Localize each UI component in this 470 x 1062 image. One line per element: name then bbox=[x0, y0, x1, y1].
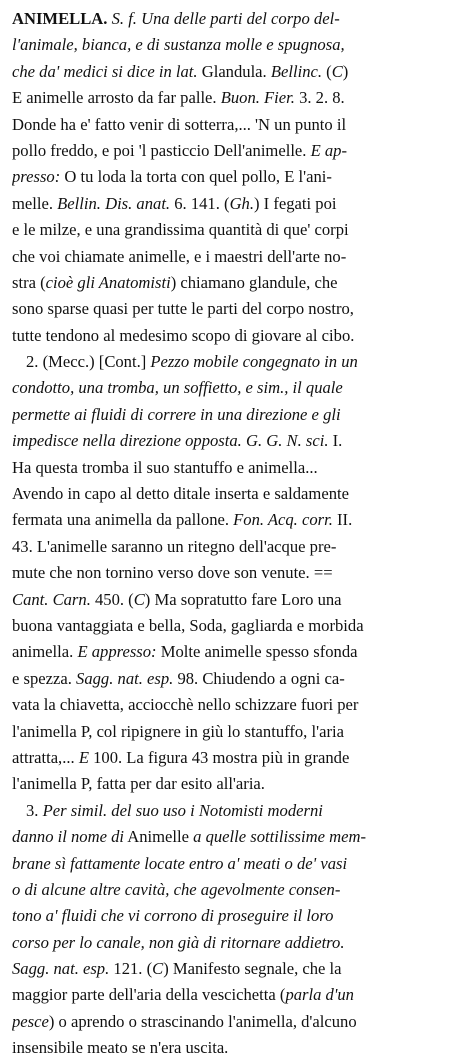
entry-line: l'animale, bianca, e di sustanza molle e spugnosa, bbox=[12, 35, 345, 55]
entry-line: attratta,... E 100. La figura 43 mostra più in grande bbox=[12, 747, 350, 767]
entry-line: permette ai fluidi di correre in una direzione e gli bbox=[12, 404, 341, 424]
entry-line: danno il nome di Animelle a quelle sottilissime mem- bbox=[12, 827, 366, 847]
entry-line: mute che non tornino verso dove son venute. == bbox=[12, 563, 333, 583]
entry-line: l'animella P, col ripignere in giù lo stantuffo, l'aria bbox=[12, 721, 344, 741]
entry-line: 43. L'animelle saranno un ritegno dell'acque pre- bbox=[12, 536, 337, 556]
entry-line: Ha questa tromba il suo stantuffo e animella... bbox=[12, 457, 318, 477]
entry-line: pesce) o aprendo o strascinando l'animella, d'alcuno bbox=[12, 1011, 357, 1031]
entry-line: sono sparse quasi per tutte le parti del corpo nostro, bbox=[12, 299, 354, 319]
entry-line: fermata una animella da pallone. Fon. Acq. corr. II. bbox=[12, 510, 353, 530]
entry-line: E animelle arrosto da far palle. Buon. Fier. 3. 2. 8. bbox=[12, 88, 345, 108]
entry-line: che da' medici si dice in lat. Glandula. Bellinc. (C) bbox=[12, 61, 349, 81]
entry-line: vata la chiavetta, acciocchè nello schizzare fuori per bbox=[12, 695, 359, 715]
entry-line: l'animella P, fatta per dar esito all'aria. bbox=[12, 774, 265, 794]
entry-line: che voi chiamate animelle, e i maestri dell'arte no- bbox=[12, 246, 347, 266]
entry-line: tutte tendono al medesimo scopo di giovare al cibo. bbox=[12, 325, 355, 345]
entry-line: impedisce nella direzione opposta. G. G. N. sci. I. bbox=[12, 431, 343, 451]
entry-line: corso per lo canale, non già di ritornare addietro. bbox=[12, 932, 345, 952]
entry-line: tono a' fluidi che vi corrono di proseguire il loro bbox=[12, 906, 334, 926]
entry-line: ANIMELLA. S. f. Una delle parti del corpo del- bbox=[12, 9, 340, 28]
entry-line: insensibile meato se n'era uscita. bbox=[12, 1038, 229, 1058]
entry-line: e le milze, e una grandissima quantità di que' corpi bbox=[12, 220, 349, 240]
dictionary-entry-animella bbox=[12, 6, 460, 1062]
entry-line: Cant. Carn. 450. (C) Ma sopratutto fare Loro una bbox=[12, 589, 342, 609]
entry-line: animella. E appresso: Molte animelle spesso sfonda bbox=[12, 642, 358, 662]
entry-line: o di alcune altre cavità, che agevolmente consen- bbox=[12, 879, 341, 899]
entry-line: maggior parte dell'aria della vescichetta (parla d'un bbox=[12, 985, 354, 1005]
entry-line: Avendo in capo al detto ditale inserta e saldamente bbox=[12, 484, 349, 504]
entry-line: 2. (Mecc.) [Cont.] Pezzo mobile congegnato in un bbox=[26, 352, 358, 372]
entry-line: melle. Bellin. Dis. anat. 6. 141. (Gh.) I fegati poi bbox=[12, 193, 337, 213]
entry-line: presso: O tu loda la torta con quel pollo, E l'ani- bbox=[12, 167, 332, 187]
entry-line: Sagg. nat. esp. 121. (C) Manifesto segnale, che la bbox=[12, 959, 342, 979]
entry-line: brane sì fattamente locate entro a' meati o de' vasi bbox=[12, 853, 348, 873]
entry-line: e spezza. Sagg. nat. esp. 98. Chiudendo a ogni ca- bbox=[12, 668, 345, 688]
entry-line: pollo freddo, e poi 'l pasticcio Dell'animelle. E ap- bbox=[12, 140, 347, 160]
entry-line: condotto, una tromba, un soffietto, e sim., il quale bbox=[12, 378, 343, 398]
entry-line: stra (cioè gli Anatomisti) chiamano glandule, che bbox=[12, 272, 338, 292]
entry-line: 3. Per simil. del suo uso i Notomisti moderni bbox=[26, 800, 323, 820]
entry-line: Donde ha e' fatto venir di sotterra,... 'N un punto il bbox=[12, 114, 347, 134]
entry-line: buona vantaggiata e bella, Soda, gagliarda e morbida bbox=[12, 615, 364, 635]
